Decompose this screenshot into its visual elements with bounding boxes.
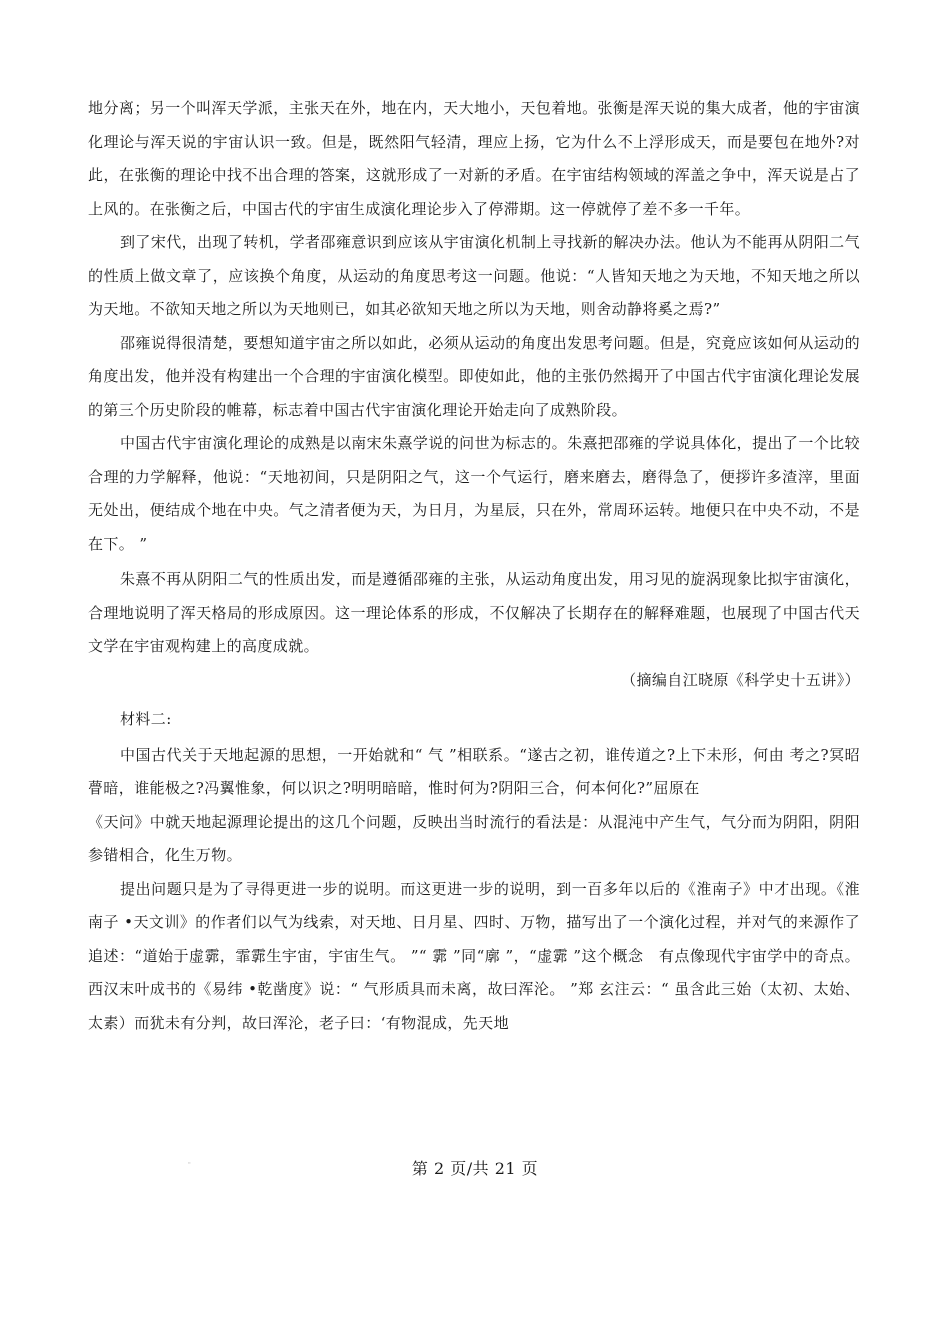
paragraph-zhu-xi-summary: 朱熹不再从阴阳二气的性质出发，而是遵循邵雍的主张，从运动角度出发，用习见的旋涡现象比拟宇宙演化，合理地说明了浑天格局的形成原因。这一理论体系的形成，不仅解决了长期存在的解释难题，也展现了中国古代天文学在宇宙观构建上的高度成就。 [88,570,860,655]
page-content [88,92,860,1040]
page-number-footer: 第 2 页/共 21 页 [411,1159,539,1178]
paragraph-zhu-xi-theory: 中国古代宇宙演化理论的成熟是以南宋朱熹学说的问世为标志的。朱熹把邵雍的学说具体化，提出了一个比较合理的力学解释，他说：“天地初间，只是阴阳之气，这一个气运行，磨来磨去，磨得急了，便拶许多渣滓，里面无处出，便结成个地在中央。气之清者便为天，为日月，为星辰，只在外，常周环运转。地便只在中央不动，不是在下。 ” [88,434,860,553]
material-two-heading: 材料二: [120,710,172,728]
scan-mark: " [188,1162,191,1169]
paragraph-shao-yong-turning-point: 到了宋代，出现了转机，学者邵雍意识到应该从宇宙演化机制上寻找新的解决办法。他认为不能再从阴阳二气的性质上做文章了，应该换个角度，从运动的角度思考这一问题。他说：“人皆知天地之为天地，不知天地之所以为天地。不欲知天地之所以为天地则已，如其必欲知天地之所以为天地，则舍动静将奚之焉?” [88,233,860,318]
source-citation: （摘编自江晓原《科学史十五讲》） [621,670,860,689]
paragraph-huainanzi: 提出问题只是为了寻得更进一步的说明。而这更进一步的说明，到一百多年以后的《淮南子》中才出现。《淮南子 •天文训》的作者们以气为线索，对天地、日月星、四时、万物，描写出了一个演化过程，并对气的来源作了追述：“道始于虚霩，霏霩生宇宙，宇宙生气。 ”“ 霩 ”同“廓 ”，“虚霩 ”这个概念 有点像现代宇宙学中的奇点。西汉末叶成书的《易纬 •乾凿度》说：“ 气形质具而未离，故曰浑沦。 ”郑 玄注云：“ 虽含此三始（太初、太始、太素）而犹未有分判，故曰浑沦，老子曰：‘有物混成，先天地 [88,879,860,1032]
paragraph-tianwen-interpretation: 《天问》中就天地起源理论提出的这几个问题，反映出当时流行的看法是：从混沌中产生气，气分而为阴阳，阴阳参错相合，化生万物。 [88,812,860,864]
paragraph-shao-yong-explanation: 邵雍说得很清楚，要想知道宇宙之所以如此，必须从运动的角度出发思考问题。但是，究竟应该如何从运动的角度出发，他并没有构建出一个合理的宇宙演化模型。即使如此，他的主张仍然揭开了中国古代宇宙演化理论发展的第三个历史阶段的帷幕，标志着中国古代宇宙演化理论开始走向了成熟阶段。 [88,333,860,419]
paragraph-tianwen-questions: 中国古代关于天地起源的思想，一开始就和“ 气 ”相联系。“遂古之初，谁传道之?上下未形，何由 考之?冥昭瞢暗，谁能极之?冯翼惟象，何以识之?明明暗暗，惟时何为?阴阳三合，何本何化?”屈原在 [88,745,860,797]
paragraph-hun-gai-debate: 地分离；另一个叫浑天学派，主张天在外，地在内，天大地小，天包着地。张衡是浑天说的集大成者，他的宇宙演化理论与浑天说的宇宙认识一致。但是，既然阳气轻清，理应上扬，它为什么不上浮形成天，而是要包在地外?对此，在张衡的理论中找不出合理的答案，这就形成了一对新的矛盾。在宇宙结构领域的浑盖之争中，浑天说是占了上风的。在张衡之后，中国古代的宇宙生成演化理论步入了停滞期。这一停就停了差不多一千年。 [88,99,860,218]
